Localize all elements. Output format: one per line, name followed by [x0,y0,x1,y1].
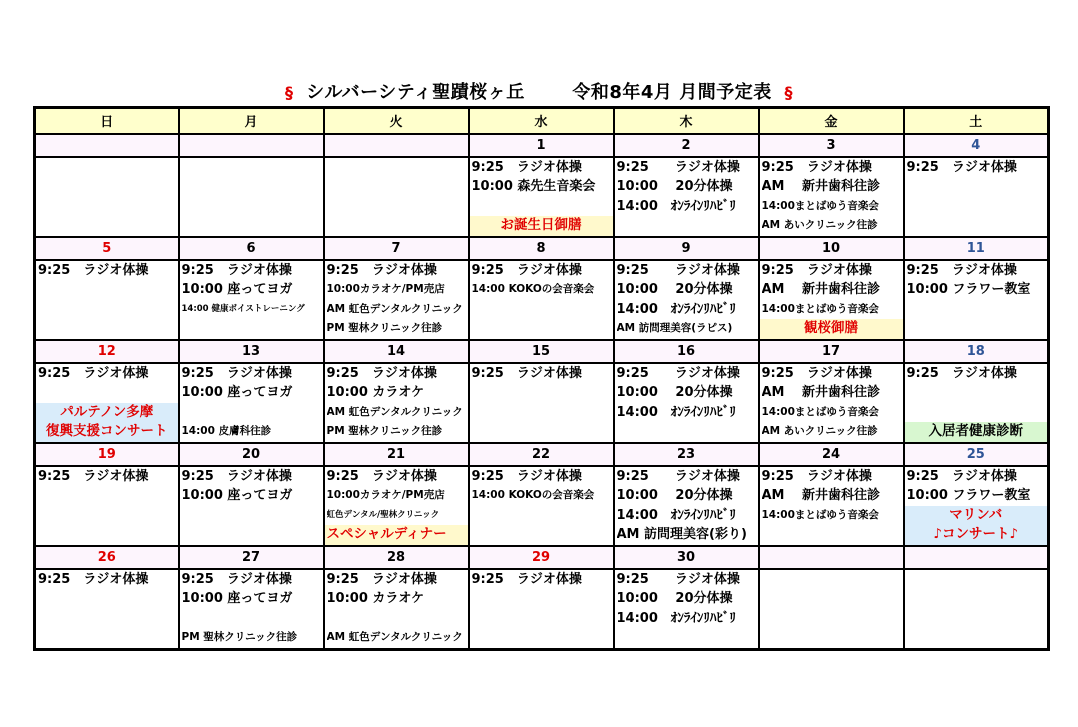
event-item: 虹色デンタル/聖林クリニック [326,509,440,520]
event-item: AM 新井歯科往診 [761,488,881,503]
calendar-body [35,134,1049,650]
event-item: 14:00 ｵﾝﾗｲﾝﾘﾊﾋﾞﾘ [616,610,736,626]
monthly-calendar [33,106,1050,651]
day-cell [904,157,1049,237]
weekday-sat: 土 [904,108,1049,134]
day-number [759,546,904,569]
event-item [907,403,1048,423]
day-cell [614,466,759,546]
day-cell [179,466,324,546]
day-cell [179,157,324,237]
day-cell [759,569,904,650]
event-item [38,383,178,403]
event-item: 10:00 20分体操 [616,385,733,400]
document-type: 月間予定表 [679,82,772,103]
event-item: 9:25 ラジオ体操 [326,468,437,484]
day-number: 8 [469,237,614,260]
event-item: 9:25 ラジオ体操 [471,468,582,484]
date-row [35,237,1049,260]
event-item: 10:00 森先生音楽会 [471,179,596,194]
event-item: 9:25 ラジオ体操 [181,365,292,381]
events-row [35,466,1049,546]
events-row [35,260,1049,340]
day-number: 23 [614,443,759,466]
events-row [35,569,1049,650]
day-cell [324,157,469,237]
event-item: 9:25 ラジオ体操 [906,468,1017,484]
event-item: 14:00 ｵﾝﾗｲﾝﾘﾊﾋﾞﾘ [616,301,736,317]
event-item: PM 聖林クリニック往診 [181,631,298,643]
event-item: 9:25 ラジオ体操 [471,159,582,175]
day-cell [904,466,1049,546]
day-cell [35,466,179,546]
day-number: 2 [614,134,759,157]
day-number: 6 [179,237,324,260]
day-cell [179,260,324,340]
event-item: 14:00まとばゆう音楽会 [761,199,879,212]
events-row [35,157,1049,237]
day-cell [324,466,469,546]
event-item: 9:25 ラジオ体操 [326,365,437,381]
event-item [907,383,1048,403]
day-cell [35,569,179,650]
event-item: 14:00 ｵﾝﾗｲﾝﾘﾊﾋﾞﾘ [616,404,736,420]
day-number: 22 [469,443,614,466]
special-event: 復興支援コンサート [36,422,178,442]
event-item: 14:00まとばゆう音楽会 [761,508,879,521]
weekday-fri: 金 [759,108,904,134]
day-cell [469,157,614,237]
day-number: 18 [904,340,1049,363]
day-number: 25 [904,443,1049,466]
day-number: 16 [614,340,759,363]
day-cell [614,363,759,443]
day-number: 9 [614,237,759,260]
event-item: 9:25 ラジオ体操 [38,571,149,587]
event-item: 14:00 KOKOの会音楽会 [471,283,595,295]
day-cell [324,569,469,650]
day-number: 7 [324,237,469,260]
event-item: 9:25 ラジオ体操 [616,262,740,278]
event-item: 10:00 カラオケ [326,591,425,606]
day-cell [35,363,179,443]
event-item: 10:00 フラワー教室 [906,282,1031,297]
day-number: 30 [614,546,759,569]
date-row [35,340,1049,363]
day-number [904,546,1049,569]
day-number: 27 [179,546,324,569]
day-number: 19 [35,443,179,466]
section-mark-right: § [784,83,793,102]
weekday-header-row [35,108,1049,134]
event-item: AM 虹色デンタルクリニック [326,631,463,643]
event-item: 9:25 ラジオ体操 [906,159,1017,175]
event-item [327,609,468,629]
day-cell [904,363,1049,443]
event-item: PM 聖林クリニック往診 [326,322,443,334]
event-item: 9:25 ラジオ体操 [181,468,292,484]
event-item: 10:00 カラオケ [326,385,425,400]
day-number [179,134,324,157]
special-event: パルテノン多摩 [36,403,178,423]
event-item: 9:25 ラジオ体操 [761,365,872,381]
weekday-sun: 日 [35,108,179,134]
day-cell [759,260,904,340]
event-item: 10:00 座ってヨガ [181,282,293,297]
day-cell [614,569,759,650]
event-item: AM 訪問理美容(ラピス) [616,322,733,334]
day-number: 5 [35,237,179,260]
day-number [35,134,179,157]
event-item: 9:25 ラジオ体操 [38,365,149,381]
event-item: AM 新井歯科往診 [761,282,881,297]
special-event: マリンバ [905,506,1048,526]
event-item: 14:00 ｵﾝﾗｲﾝﾘﾊﾋﾞﾘ [616,198,736,214]
day-number: 26 [35,546,179,569]
event-item: 9:25 ラジオ体操 [326,262,437,278]
day-cell [179,569,324,650]
section-mark-left: § [285,83,294,102]
day-number: 4 [904,134,1049,157]
event-item: 9:25 ラジオ体操 [616,365,740,381]
event-item: 9:25 ラジオ体操 [616,468,740,484]
day-cell [759,363,904,443]
day-number: 3 [759,134,904,157]
event-item: 9:25 ラジオ体操 [181,262,292,278]
day-number: 20 [179,443,324,466]
weekday-wed: 水 [469,108,614,134]
day-number: 28 [324,546,469,569]
event-item: 9:25 ラジオ体操 [906,365,1017,381]
event-item: 14:00 健康ボイストレーニング [181,303,305,314]
event-item: 9:25 ラジオ体操 [38,468,149,484]
day-number: 13 [179,340,324,363]
event-item: 9:25 ラジオ体操 [471,365,582,381]
event-item: 9:25 ラジオ体操 [326,571,437,587]
event-item: AM 虹色デンタルクリニック [326,405,463,418]
event-item: AM 新井歯科往診 [761,179,881,194]
facility-name: シルバーシティ聖蹟桜ヶ丘 [306,82,525,103]
event-item: AM 新井歯科往診 [761,385,881,400]
day-number: 14 [324,340,469,363]
date-row [35,546,1049,569]
event-item: 14:00 KOKOの会音楽会 [471,489,595,501]
special-event: スペシャルディナー [325,525,468,545]
event-item: AM あいクリニック往診 [761,219,878,231]
event-item: 14:00 ｵﾝﾗｲﾝﾘﾊﾋﾞﾘ [616,507,736,523]
event-item: 14:00まとばゆう音楽会 [761,302,879,315]
day-number: 17 [759,340,904,363]
day-cell [179,363,324,443]
day-cell [324,260,469,340]
day-cell [904,260,1049,340]
event-item: 9:25 ラジオ体操 [761,159,872,175]
event-item: 9:25 ラジオ体操 [616,159,740,175]
day-cell [469,466,614,546]
special-event: 観桜御膳 [760,319,903,339]
event-item: 10:00カラオケ/PM売店 [326,489,445,501]
day-cell [759,157,904,237]
special-event: ♪コンサート♪ [905,525,1048,545]
event-item: 9:25 ラジオ体操 [761,468,872,484]
weekday-thu: 木 [614,108,759,134]
day-number [324,134,469,157]
event-item: 10:00カラオケ/PM売店 [326,283,445,295]
day-number: 1 [469,134,614,157]
day-number: 29 [469,546,614,569]
event-item: 9:25 ラジオ体操 [471,571,582,587]
date-row [35,443,1049,466]
event-item: 9:25 ラジオ体操 [38,262,149,278]
day-number: 21 [324,443,469,466]
day-cell [759,466,904,546]
event-item: 9:25 ラジオ体操 [471,262,582,278]
day-cell [614,157,759,237]
event-item: 10:00 20分体操 [616,591,733,606]
event-item: 9:25 ラジオ体操 [761,262,872,278]
day-cell [324,363,469,443]
special-event: お誕生日御膳 [470,216,613,236]
event-item: 10:00 20分体操 [616,488,733,503]
event-item: AM あいクリニック往診 [761,425,878,437]
day-number: 12 [35,340,179,363]
day-number: 10 [759,237,904,260]
day-number: 24 [759,443,904,466]
event-item: 14:00まとばゆう音楽会 [761,405,879,418]
page-title [0,78,1078,104]
event-item: 9:25 ラジオ体操 [181,571,292,587]
event-item: 10:00 座ってヨガ [181,488,293,503]
events-row [35,363,1049,443]
day-cell [35,260,179,340]
day-cell [469,569,614,650]
event-item: 10:00 座ってヨガ [181,385,293,400]
day-cell [904,569,1049,650]
day-cell [35,157,179,237]
event-item: AM 虹色デンタルクリニック [326,302,463,315]
period-label: 令和8年4月 [572,82,673,103]
event-item: 9:25 ラジオ体操 [616,571,740,587]
day-cell [614,260,759,340]
day-number: 15 [469,340,614,363]
day-cell [469,260,614,340]
event-item [182,609,323,629]
weekday-tue: 火 [324,108,469,134]
date-row [35,134,1049,157]
day-cell [469,363,614,443]
special-event: 入居者健康診断 [905,422,1048,442]
event-item: 10:00 20分体操 [616,282,733,297]
event-item: 14:00 皮膚科往診 [181,425,272,437]
event-item: 9:25 ラジオ体操 [906,262,1017,278]
event-item: AM 訪問理美容(彩り) [616,527,747,542]
event-item: 10:00 フラワー教室 [906,488,1031,503]
event-item: 10:00 20分体操 [616,179,733,194]
event-item: PM 聖林クリニック往診 [326,425,443,437]
weekday-mon: 月 [179,108,324,134]
day-number: 11 [904,237,1049,260]
event-item [182,403,323,423]
event-item: 10:00 座ってヨガ [181,591,293,606]
event-item [472,197,613,217]
